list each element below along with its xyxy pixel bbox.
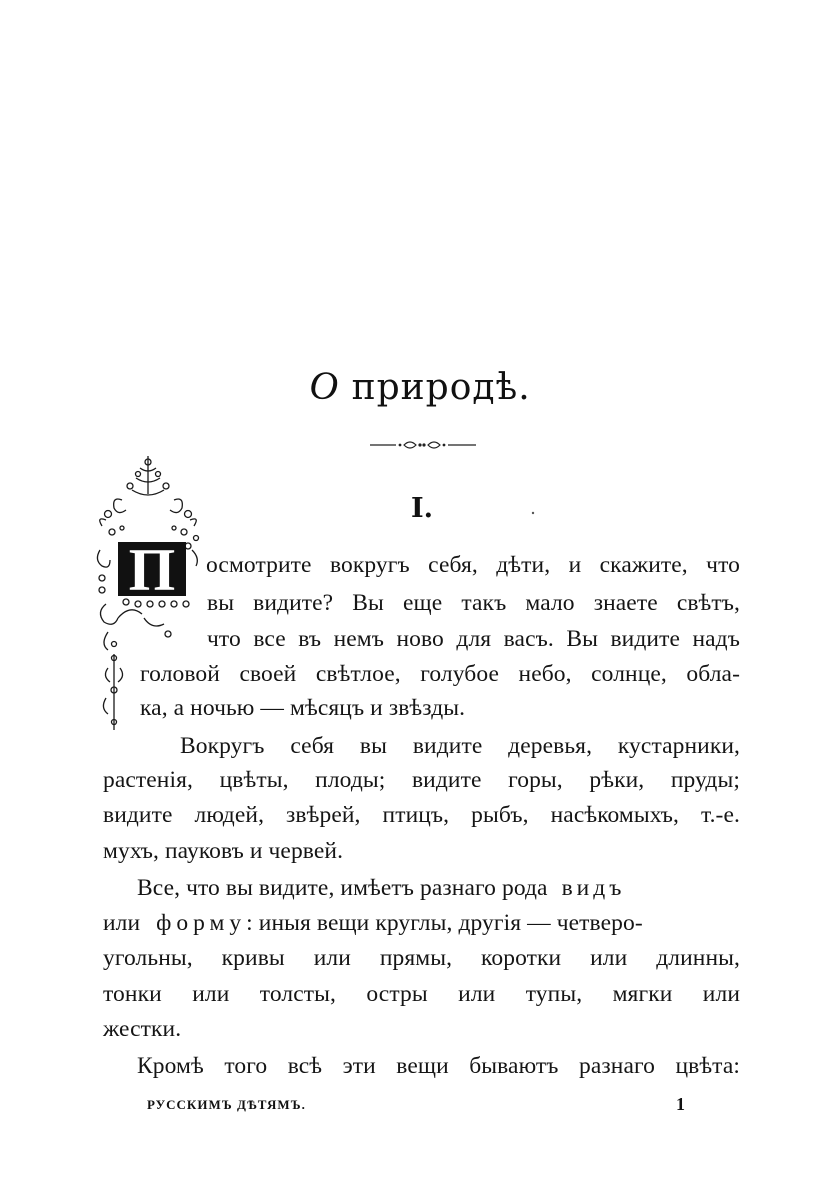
title-rest: природѣ. xyxy=(339,367,531,408)
text-line-12: угольны, кривы или прямы, коротки или длинны, xyxy=(103,945,740,971)
spaced-word-formu: форму xyxy=(156,910,247,936)
title-ornament-divider xyxy=(370,437,476,453)
footer-signature: РУССКИМЪ ДѢТЯМЪ. xyxy=(147,1097,306,1112)
section-number: I. xyxy=(410,493,434,524)
text-segment: : иныя вещи круглы, другія — четверо- xyxy=(246,910,643,936)
title-initial: О xyxy=(309,363,340,408)
text-line-2: вы видите? Вы еще такъ мало знаете свѣтъ, xyxy=(207,590,740,616)
page-title xyxy=(0,362,840,409)
text-line-6: Вокругъ себя вы видите деревья, кустарники, xyxy=(180,733,740,759)
print-speck xyxy=(530,510,536,516)
text-line-1: осмотрите вокругъ себя, дѣти, и скажите, что xyxy=(206,552,740,578)
text-line-3: что все въ немъ ново для васъ. Вы видите надъ xyxy=(207,626,740,652)
text-line-15: Кромѣ того всѣ эти вещи бываютъ разнаго цвѣта: xyxy=(137,1053,740,1079)
page-number: 1 xyxy=(676,1094,685,1114)
decorated-dropcap xyxy=(92,454,204,730)
text-segment: Все, что вы видите, имѣетъ разнаго рода xyxy=(137,875,548,901)
text-segment: или xyxy=(103,910,141,936)
text-line-5: ка, а ночью — мѣсяцъ и звѣзды. xyxy=(140,695,466,721)
text-line-10 xyxy=(137,875,625,902)
spaced-word-vid: видъ xyxy=(561,875,626,901)
text-line-8: видите людей, звѣрей, птицъ, рыбъ, насѣкомыхъ, т.-е. xyxy=(103,802,740,828)
text-line-14: жестки. xyxy=(103,1016,182,1042)
text-line-7: растенія, цвѣты, плоды; видите горы, рѣки, пруды; xyxy=(103,767,740,793)
text-line-9: мухъ, пауковъ и червей. xyxy=(103,838,344,864)
text-line-11 xyxy=(103,910,643,937)
dropcap-letter: П xyxy=(128,537,176,603)
text-line-13: тонки или толсты, остры или тупы, мягки или xyxy=(103,981,740,1007)
text-line-4: головой своей свѣтлое, голубое небо, солнце, обла- xyxy=(140,661,740,687)
